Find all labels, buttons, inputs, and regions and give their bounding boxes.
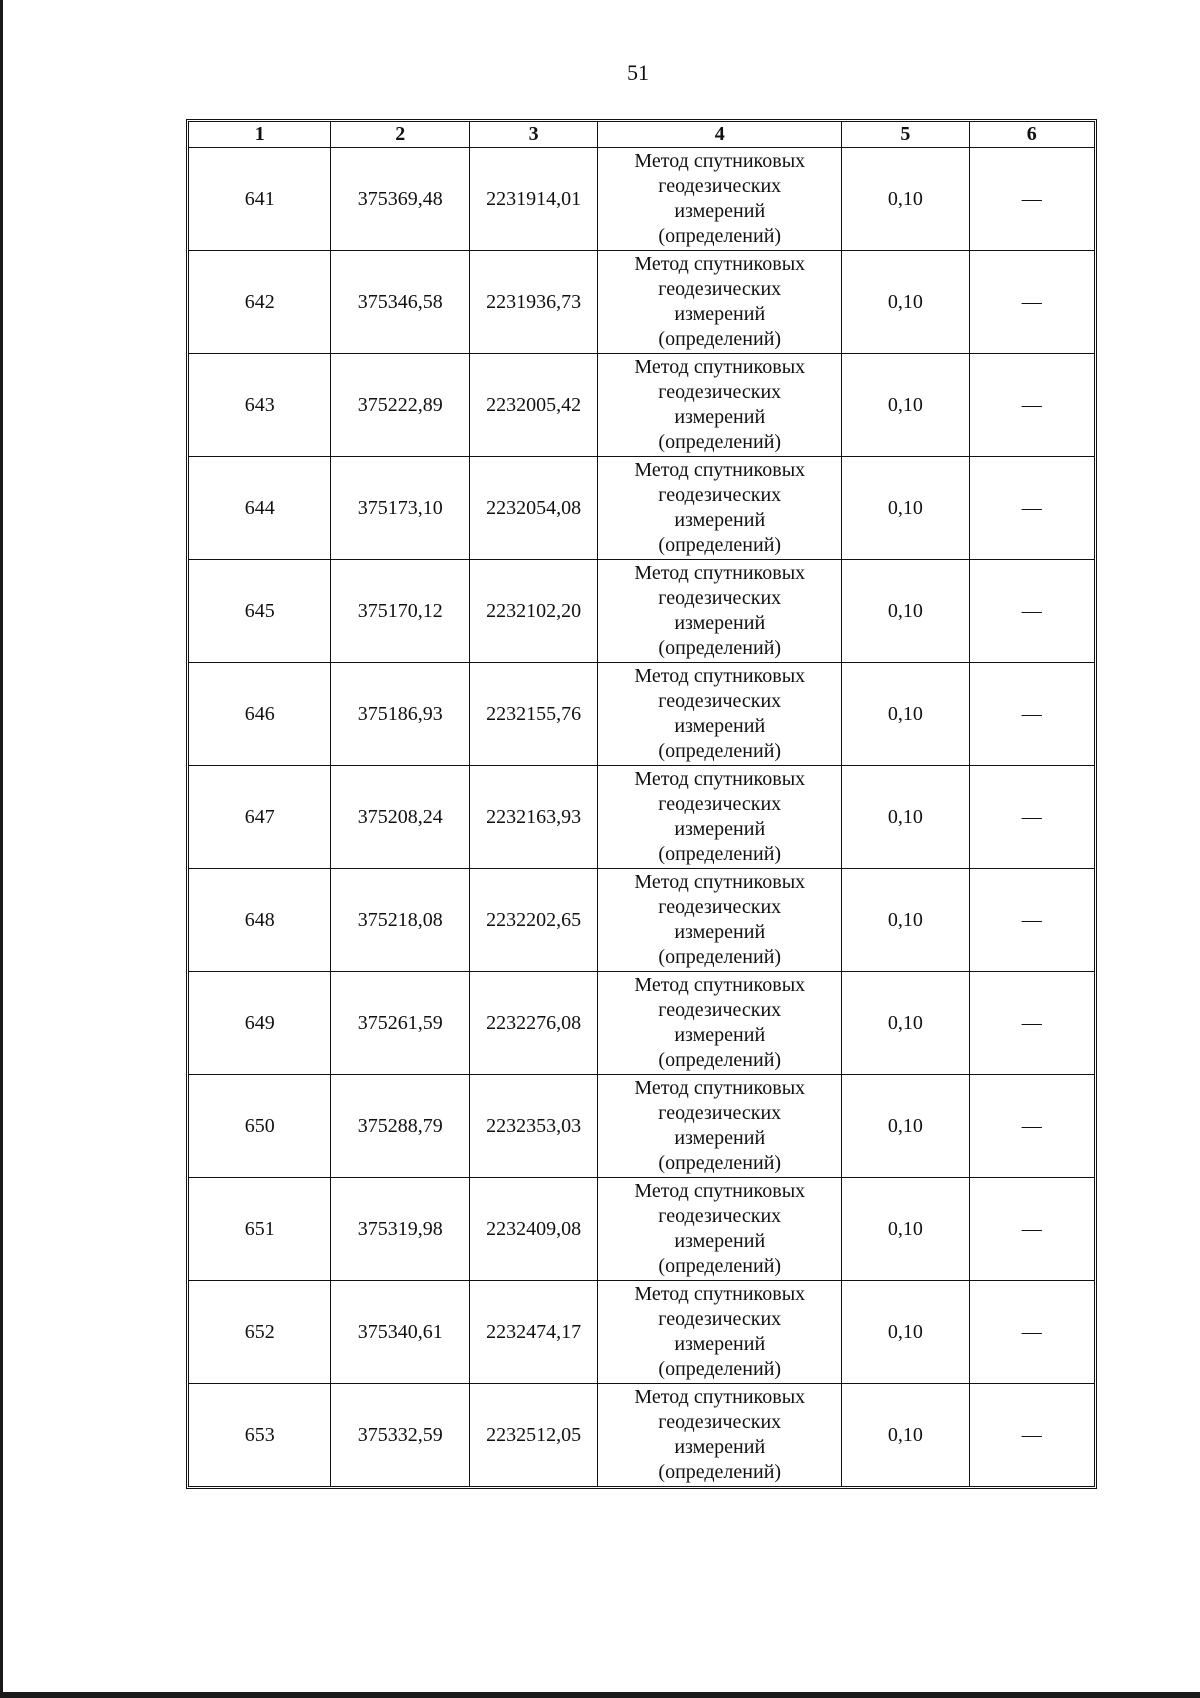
y-coordinate-cell: 2232409,08 <box>469 1178 597 1281</box>
method-cell <box>598 972 842 1075</box>
accuracy-cell: 0,10 <box>842 354 969 457</box>
x-coordinate-cell: 375170,12 <box>331 560 469 663</box>
method-line: Метод спутниковых <box>634 1077 806 1099</box>
method-line: (определений) <box>658 328 782 350</box>
table-row <box>189 869 1095 972</box>
method-line: Метод спутниковых <box>634 253 806 275</box>
accuracy-cell: 0,10 <box>842 766 969 869</box>
method-cell <box>598 766 842 869</box>
method-line: Метод спутниковых <box>634 1283 806 1305</box>
table-row <box>189 148 1095 251</box>
method-line: Метод спутниковых <box>634 974 806 996</box>
table-header-row <box>189 122 1095 148</box>
header-cell: 4 <box>598 122 842 148</box>
accuracy-cell: 0,10 <box>842 1281 969 1384</box>
header-cell: 1 <box>189 122 331 148</box>
method-cell <box>598 354 842 457</box>
y-coordinate-cell: 2232163,93 <box>469 766 597 869</box>
method-line: Метод спутниковых <box>634 665 806 687</box>
method-cell <box>598 1075 842 1178</box>
accuracy-cell: 0,10 <box>842 1075 969 1178</box>
method-line: (определений) <box>658 946 782 968</box>
x-coordinate-cell: 375218,08 <box>331 869 469 972</box>
description-cell: — <box>969 1384 1094 1487</box>
accuracy-cell: 0,10 <box>842 972 969 1075</box>
method-line: Метод спутниковых <box>634 356 806 378</box>
method-line: (определений) <box>658 637 782 659</box>
page-number: 51 <box>627 60 649 85</box>
method-line: геодезических <box>658 278 782 300</box>
description-cell: — <box>969 1281 1094 1384</box>
method-line: (определений) <box>658 225 782 247</box>
method-line: геодезических <box>658 896 782 918</box>
table-row <box>189 560 1095 663</box>
table-row <box>189 457 1095 560</box>
coordinates-table <box>188 121 1095 1487</box>
y-coordinate-cell: 2232054,08 <box>469 457 597 560</box>
method-line: измерений <box>674 715 766 737</box>
method-line: геодезических <box>658 793 782 815</box>
method-line: измерений <box>674 1024 766 1046</box>
method-line: Метод спутниковых <box>634 150 806 172</box>
y-coordinate-cell: 2232353,03 <box>469 1075 597 1178</box>
method-cell <box>598 1384 842 1487</box>
table-row <box>189 1384 1095 1487</box>
point-number-cell: 643 <box>189 354 331 457</box>
y-coordinate-cell: 2232102,20 <box>469 560 597 663</box>
y-coordinate-cell: 2232155,76 <box>469 663 597 766</box>
method-line: геодезических <box>658 1205 782 1227</box>
description-cell: — <box>969 251 1094 354</box>
description-cell: — <box>969 354 1094 457</box>
method-cell <box>598 663 842 766</box>
x-coordinate-cell: 375332,59 <box>331 1384 469 1487</box>
x-coordinate-cell: 375208,24 <box>331 766 469 869</box>
method-line: (определений) <box>658 1461 782 1483</box>
method-line: измерений <box>674 1333 766 1355</box>
description-cell: — <box>969 663 1094 766</box>
description-cell: — <box>969 766 1094 869</box>
y-coordinate-cell: 2231914,01 <box>469 148 597 251</box>
method-line: (определений) <box>658 1049 782 1071</box>
method-line: геодезических <box>658 381 782 403</box>
method-line: измерений <box>674 1230 766 1252</box>
method-cell <box>598 457 842 560</box>
table-row <box>189 1281 1095 1384</box>
header-cell: 5 <box>842 122 969 148</box>
method-line: (определений) <box>658 431 782 453</box>
y-coordinate-cell: 2232276,08 <box>469 972 597 1075</box>
method-line: измерений <box>674 303 766 325</box>
method-line: Метод спутниковых <box>634 768 806 790</box>
method-line: измерений <box>674 200 766 222</box>
scan-left-edge <box>0 0 3 1698</box>
accuracy-cell: 0,10 <box>842 1178 969 1281</box>
method-line: (определений) <box>658 740 782 762</box>
method-cell <box>598 1178 842 1281</box>
y-coordinate-cell: 2232202,65 <box>469 869 597 972</box>
method-cell <box>598 251 842 354</box>
header-cell: 6 <box>969 122 1094 148</box>
point-number-cell: 649 <box>189 972 331 1075</box>
description-cell: — <box>969 1178 1094 1281</box>
table-row <box>189 251 1095 354</box>
method-line: геодезических <box>658 690 782 712</box>
accuracy-cell: 0,10 <box>842 148 969 251</box>
description-cell: — <box>969 972 1094 1075</box>
method-cell <box>598 869 842 972</box>
point-number-cell: 644 <box>189 457 331 560</box>
method-line: (определений) <box>658 1358 782 1380</box>
method-line: измерений <box>674 612 766 634</box>
header-cell: 3 <box>469 122 597 148</box>
description-cell: — <box>969 560 1094 663</box>
method-line: геодезических <box>658 587 782 609</box>
accuracy-cell: 0,10 <box>842 560 969 663</box>
method-line: Метод спутниковых <box>634 1180 806 1202</box>
x-coordinate-cell: 375222,89 <box>331 354 469 457</box>
method-line: измерений <box>674 818 766 840</box>
method-cell <box>598 1281 842 1384</box>
y-coordinate-cell: 2231936,73 <box>469 251 597 354</box>
y-coordinate-cell: 2232512,05 <box>469 1384 597 1487</box>
method-line: измерений <box>674 1127 766 1149</box>
x-coordinate-cell: 375346,58 <box>331 251 469 354</box>
accuracy-cell: 0,10 <box>842 663 969 766</box>
x-coordinate-cell: 375340,61 <box>331 1281 469 1384</box>
header-cell: 2 <box>331 122 469 148</box>
point-number-cell: 647 <box>189 766 331 869</box>
y-coordinate-cell: 2232474,17 <box>469 1281 597 1384</box>
point-number-cell: 650 <box>189 1075 331 1178</box>
x-coordinate-cell: 375186,93 <box>331 663 469 766</box>
method-line: Метод спутниковых <box>634 1386 806 1408</box>
method-line: геодезических <box>658 999 782 1021</box>
description-cell: — <box>969 148 1094 251</box>
x-coordinate-cell: 375173,10 <box>331 457 469 560</box>
point-number-cell: 653 <box>189 1384 331 1487</box>
method-line: измерений <box>674 1436 766 1458</box>
point-number-cell: 641 <box>189 148 331 251</box>
method-line: геодезических <box>658 1308 782 1330</box>
scan-bottom-edge <box>0 1692 1200 1698</box>
method-line: Метод спутниковых <box>634 562 806 584</box>
point-number-cell: 646 <box>189 663 331 766</box>
point-number-cell: 645 <box>189 560 331 663</box>
method-line: измерений <box>674 509 766 531</box>
table-row <box>189 972 1095 1075</box>
y-coordinate-cell: 2232005,42 <box>469 354 597 457</box>
method-line: геодезических <box>658 484 782 506</box>
x-coordinate-cell: 375319,98 <box>331 1178 469 1281</box>
method-line: (определений) <box>658 1152 782 1174</box>
point-number-cell: 648 <box>189 869 331 972</box>
description-cell: — <box>969 457 1094 560</box>
method-line: измерений <box>674 921 766 943</box>
table-row <box>189 663 1095 766</box>
accuracy-cell: 0,10 <box>842 457 969 560</box>
point-number-cell: 642 <box>189 251 331 354</box>
method-line: геодезических <box>658 175 782 197</box>
table-row <box>189 354 1095 457</box>
description-cell: — <box>969 1075 1094 1178</box>
method-line: геодезических <box>658 1102 782 1124</box>
method-line: измерений <box>674 406 766 428</box>
coordinates-table-frame <box>186 119 1097 1489</box>
accuracy-cell: 0,10 <box>842 869 969 972</box>
table-row <box>189 1178 1095 1281</box>
accuracy-cell: 0,10 <box>842 251 969 354</box>
point-number-cell: 651 <box>189 1178 331 1281</box>
method-line: Метод спутниковых <box>634 459 806 481</box>
method-line: геодезических <box>658 1411 782 1433</box>
method-line: (определений) <box>658 534 782 556</box>
table-row <box>189 766 1095 869</box>
description-cell: — <box>969 869 1094 972</box>
method-cell <box>598 560 842 663</box>
method-line: (определений) <box>658 843 782 865</box>
x-coordinate-cell: 375288,79 <box>331 1075 469 1178</box>
x-coordinate-cell: 375261,59 <box>331 972 469 1075</box>
method-line: Метод спутниковых <box>634 871 806 893</box>
accuracy-cell: 0,10 <box>842 1384 969 1487</box>
point-number-cell: 652 <box>189 1281 331 1384</box>
table-row <box>189 1075 1095 1178</box>
method-cell <box>598 148 842 251</box>
table-body <box>189 148 1095 1487</box>
x-coordinate-cell: 375369,48 <box>331 148 469 251</box>
method-line: (определений) <box>658 1255 782 1277</box>
